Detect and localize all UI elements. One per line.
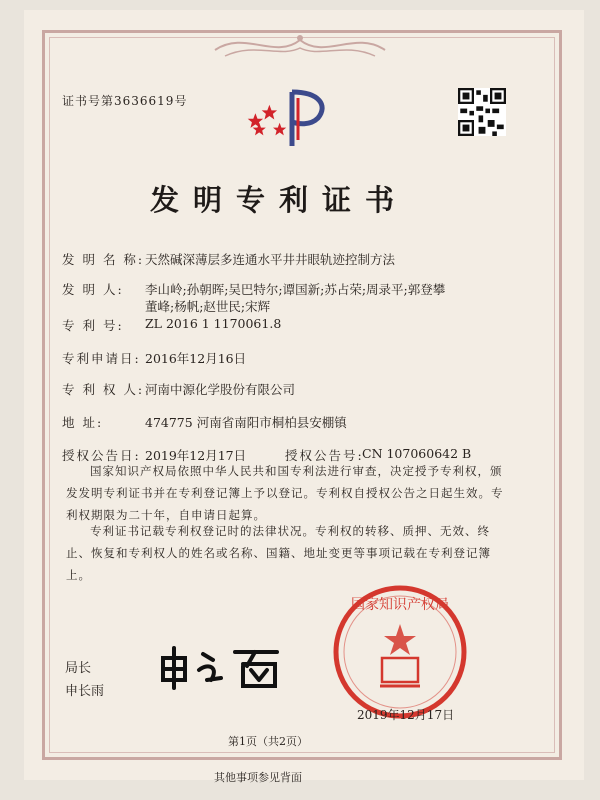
field-value-filing-date: 2016年12月16日 (145, 351, 247, 366)
field-label-publication-number: 授权公告号: (285, 448, 364, 463)
director-name: 申长雨 (65, 684, 105, 699)
field-label-patentee: 专 利 权 人: (62, 382, 145, 397)
field-label-grant-date: 授权公告日: (62, 448, 141, 463)
field-label-filing-date: 专利申请日: (62, 351, 141, 366)
field-value-grant-date: 2019年12月17日 (145, 448, 247, 463)
page-indicator: 第1页（共2页） (228, 735, 308, 748)
director-title: 局长 (65, 661, 92, 676)
field-value-publication-number: CN 107060642 B (362, 446, 472, 461)
statement-paragraph-1: 国家知识产权局依照中华人民共和国专利法进行审查，决定授予专利权，颁发发明专利证书并在专利登记簿上予以登记。专利权自授权公告之日起生效。专利权期限为二十年，自申请日起算。 (66, 464, 504, 522)
seal-date: 2019年12月17日 (357, 708, 455, 722)
field-label-address: 地 址: (62, 415, 104, 430)
field-label-patent-number: 专 利 号: (62, 318, 124, 333)
field-value-patentee: 河南中源化学股份有限公司 (145, 382, 296, 397)
field-value-patent-number: ZL 2016 1 1170061.8 (145, 316, 282, 331)
top-ornament (205, 30, 395, 62)
field-label-invention-name: 发 明 名 称: (62, 252, 145, 267)
certificate-number: 证书号第3636619号 (62, 94, 188, 108)
cnipa-logo-icon (240, 88, 340, 150)
field-value-invention-name: 天然碱深薄层多连通水平井井眼轨迹控制方法 (145, 252, 396, 267)
document-title: 发明专利证书 (150, 183, 409, 217)
field-value-inventors-continued: 董峰;杨帆;赵世民;宋辉 (145, 299, 271, 314)
qr-code-icon (458, 88, 506, 136)
director-signature (155, 640, 285, 690)
official-seal (330, 582, 470, 722)
statement-paragraph-2: 专利证书记载专利权登记时的法律状况。专利权的转移、质押、无效、终止、恢复和专利权人的姓名或名称、国籍、地址变更等事项记载在专利登记簿上。 (66, 524, 491, 582)
field-value-inventors: 李山岭;孙朝晖;吴巴特尔;谭国新;苏占荣;周录平;郭登攀 (145, 282, 446, 297)
field-label-inventors: 发 明 人: (62, 282, 124, 297)
field-value-address: 474775 河南省南阳市桐柏县安棚镇 (145, 415, 347, 430)
footer-note: 其他事项参见背面 (214, 771, 302, 784)
svg-text:国家知识产权局: 国家知识产权局 (351, 597, 449, 613)
